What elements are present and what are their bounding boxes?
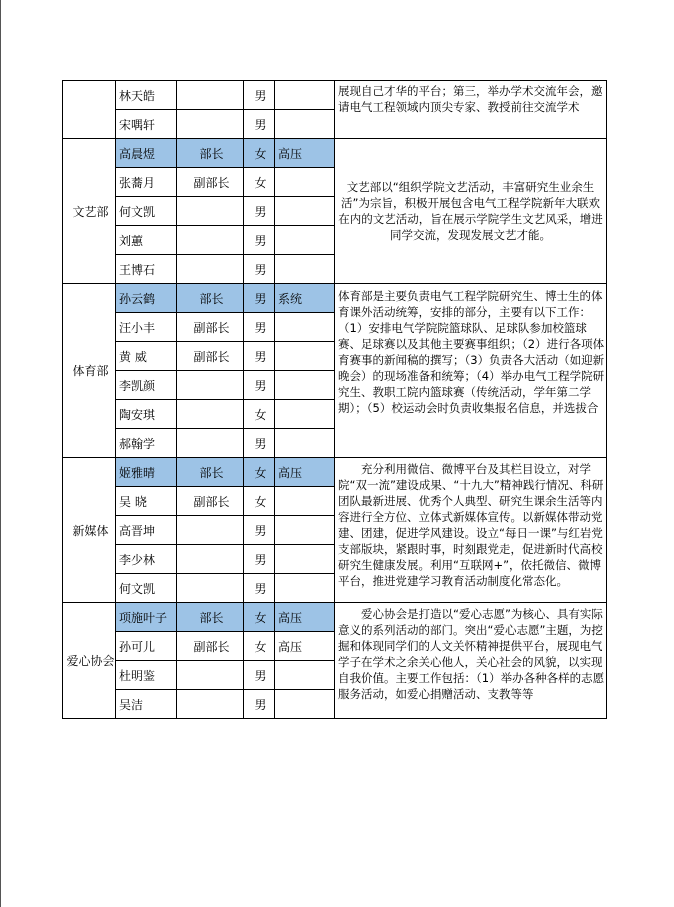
member-name: 郝翰学 xyxy=(116,429,177,458)
dept-name-arts: 文艺部 xyxy=(63,139,116,284)
member-major xyxy=(275,545,335,574)
dept-description: 体育部是主要负责电气工程学院研究生、博士生的体育课外活动统筹，安排的部分，主要有以下工作：（1）安排电气学院院篮球队、足球队参加校篮球赛、足球赛以及其他主要赛事组织；（2）进行各项体育赛事的新闻稿的撰写；（3）负责各大活动（如迎新晚会）的现场准备和统筹；（4）举办电气工程学院研究生、教职工院内篮球赛（传统活动，学年第二学期）；（5）校运动会时负责收集报名信息，并选拔合 xyxy=(335,284,607,458)
member-major xyxy=(275,81,335,110)
member-role xyxy=(177,429,244,458)
member-name: 张蕎月 xyxy=(116,168,177,197)
member-major xyxy=(275,226,335,255)
member-major xyxy=(275,313,335,342)
dept-description: 爱心协会是打造以“爱心志愿”为核心、具有实际意义的系列活动的部门。突出“爱心志愿”主题，为挖掘和体现同学们的人文关怀精神提供平台，展现电气学子在学术之余关心他人，关心社会的风貌，以实现自我价值。主要工作包括：（1）举办各种各样的志愿服务活动，如爱心捐赠活动、支教等等 xyxy=(335,603,607,719)
dept-name-new-media: 新媒体 xyxy=(63,458,116,603)
member-role: 副部长 xyxy=(177,168,244,197)
page-left-border xyxy=(0,0,1,907)
member-major xyxy=(275,371,335,400)
member-gender: 男 xyxy=(244,574,275,603)
member-name: 高晨煜 xyxy=(116,139,177,168)
member-role: 部长 xyxy=(177,284,244,313)
table-row xyxy=(63,603,607,632)
member-gender: 男 xyxy=(244,661,275,690)
member-role xyxy=(177,661,244,690)
dept-cell xyxy=(63,81,116,139)
member-major xyxy=(275,661,335,690)
member-gender: 女 xyxy=(244,168,275,197)
member-major xyxy=(275,429,335,458)
member-major xyxy=(275,516,335,545)
member-role xyxy=(177,574,244,603)
member-major xyxy=(275,400,335,429)
member-gender: 男 xyxy=(244,255,275,284)
member-gender: 男 xyxy=(244,226,275,255)
member-role xyxy=(177,255,244,284)
member-role: 副部长 xyxy=(177,632,244,661)
member-role: 部长 xyxy=(177,139,244,168)
member-name: 何文凯 xyxy=(116,574,177,603)
member-role: 部长 xyxy=(177,603,244,632)
member-name: 何文凯 xyxy=(116,197,177,226)
member-major xyxy=(275,197,335,226)
dept-description: 文艺部以“组织学院文艺活动，丰富研究生业余生活”为宗旨，积极开展包含电气工程学院新年大联欢在内的文艺活动，旨在展示学院学生文艺风采，增进同学交流，发现发展文艺才能。 xyxy=(335,139,607,284)
table-row xyxy=(63,139,607,168)
member-role xyxy=(177,371,244,400)
member-name: 李凯颜 xyxy=(116,371,177,400)
dept-name-sports: 体育部 xyxy=(63,284,116,458)
member-major: 高压 xyxy=(275,139,335,168)
member-name: 王博石 xyxy=(116,255,177,284)
member-gender: 男 xyxy=(244,545,275,574)
member-major xyxy=(275,487,335,516)
table-row xyxy=(63,458,607,487)
member-name: 汪小丰 xyxy=(116,313,177,342)
member-major: 高压 xyxy=(275,632,335,661)
member-major xyxy=(275,690,335,719)
member-gender: 女 xyxy=(244,603,275,632)
member-role xyxy=(177,400,244,429)
member-name: 项施叶子 xyxy=(116,603,177,632)
member-major xyxy=(275,342,335,371)
member-gender: 男 xyxy=(244,429,275,458)
member-name: 吴 晓 xyxy=(116,487,177,516)
member-gender: 男 xyxy=(244,313,275,342)
member-gender: 女 xyxy=(244,458,275,487)
member-role xyxy=(177,110,244,139)
member-gender: 男 xyxy=(244,284,275,313)
member-name: 刘蕙 xyxy=(116,226,177,255)
member-major xyxy=(275,574,335,603)
member-role: 部长 xyxy=(177,458,244,487)
member-major xyxy=(275,255,335,284)
member-gender: 女 xyxy=(244,632,275,661)
member-name: 孙可儿 xyxy=(116,632,177,661)
dept-description: 充分利用微信、微博平台及其栏目设立，对学院“双一流”建设成果、“十九大”精神践行情况、科研团队最新进展、优秀个人典型、研究生课余生活等内容进行全方位、立体式新媒体宣传。以新媒体带动党建、团建，促进学风建设。设立“每日一课”与红岩党支部版块，紧跟时事，时刻跟党走，促进新时代高校研究生健康发展。利用“互联网+”，依托微信、微博平台，推进党建学习教育活动制度化常态化。 xyxy=(335,458,607,603)
member-gender: 男 xyxy=(244,81,275,110)
member-gender: 男 xyxy=(244,110,275,139)
member-name: 吴洁 xyxy=(116,690,177,719)
dept-description: 展现自己才华的平台；第三，举办学术交流年会，邀请电气工程领域内顶尖专家、教授前往交流学术 xyxy=(335,81,607,139)
member-major xyxy=(275,168,335,197)
member-role xyxy=(177,516,244,545)
member-gender: 女 xyxy=(244,487,275,516)
member-role xyxy=(177,690,244,719)
member-role xyxy=(177,226,244,255)
member-major xyxy=(275,110,335,139)
member-name: 林天皓 xyxy=(116,81,177,110)
member-gender: 女 xyxy=(244,139,275,168)
member-major: 系统 xyxy=(275,284,335,313)
member-name: 陶安琪 xyxy=(116,400,177,429)
member-name: 高晋坤 xyxy=(116,516,177,545)
dept-name-charity: 爱心协会 xyxy=(63,603,116,719)
member-role xyxy=(177,197,244,226)
member-role: 副部长 xyxy=(177,487,244,516)
member-gender: 男 xyxy=(244,516,275,545)
member-gender: 男 xyxy=(244,690,275,719)
member-major: 高压 xyxy=(275,458,335,487)
member-gender: 男 xyxy=(244,371,275,400)
member-role: 副部长 xyxy=(177,342,244,371)
member-name: 宋喁轩 xyxy=(116,110,177,139)
table-row xyxy=(63,81,607,110)
member-role: 副部长 xyxy=(177,313,244,342)
member-major: 高压 xyxy=(275,603,335,632)
table-row xyxy=(63,284,607,313)
department-roster-table xyxy=(62,80,607,719)
member-name: 姬雅晴 xyxy=(116,458,177,487)
member-name: 杜明鉴 xyxy=(116,661,177,690)
member-gender: 男 xyxy=(244,197,275,226)
member-gender: 女 xyxy=(244,400,275,429)
member-role xyxy=(177,81,244,110)
member-name: 孙云鹤 xyxy=(116,284,177,313)
member-gender: 男 xyxy=(244,342,275,371)
member-name: 黄 威 xyxy=(116,342,177,371)
member-role xyxy=(177,545,244,574)
member-name: 李少林 xyxy=(116,545,177,574)
